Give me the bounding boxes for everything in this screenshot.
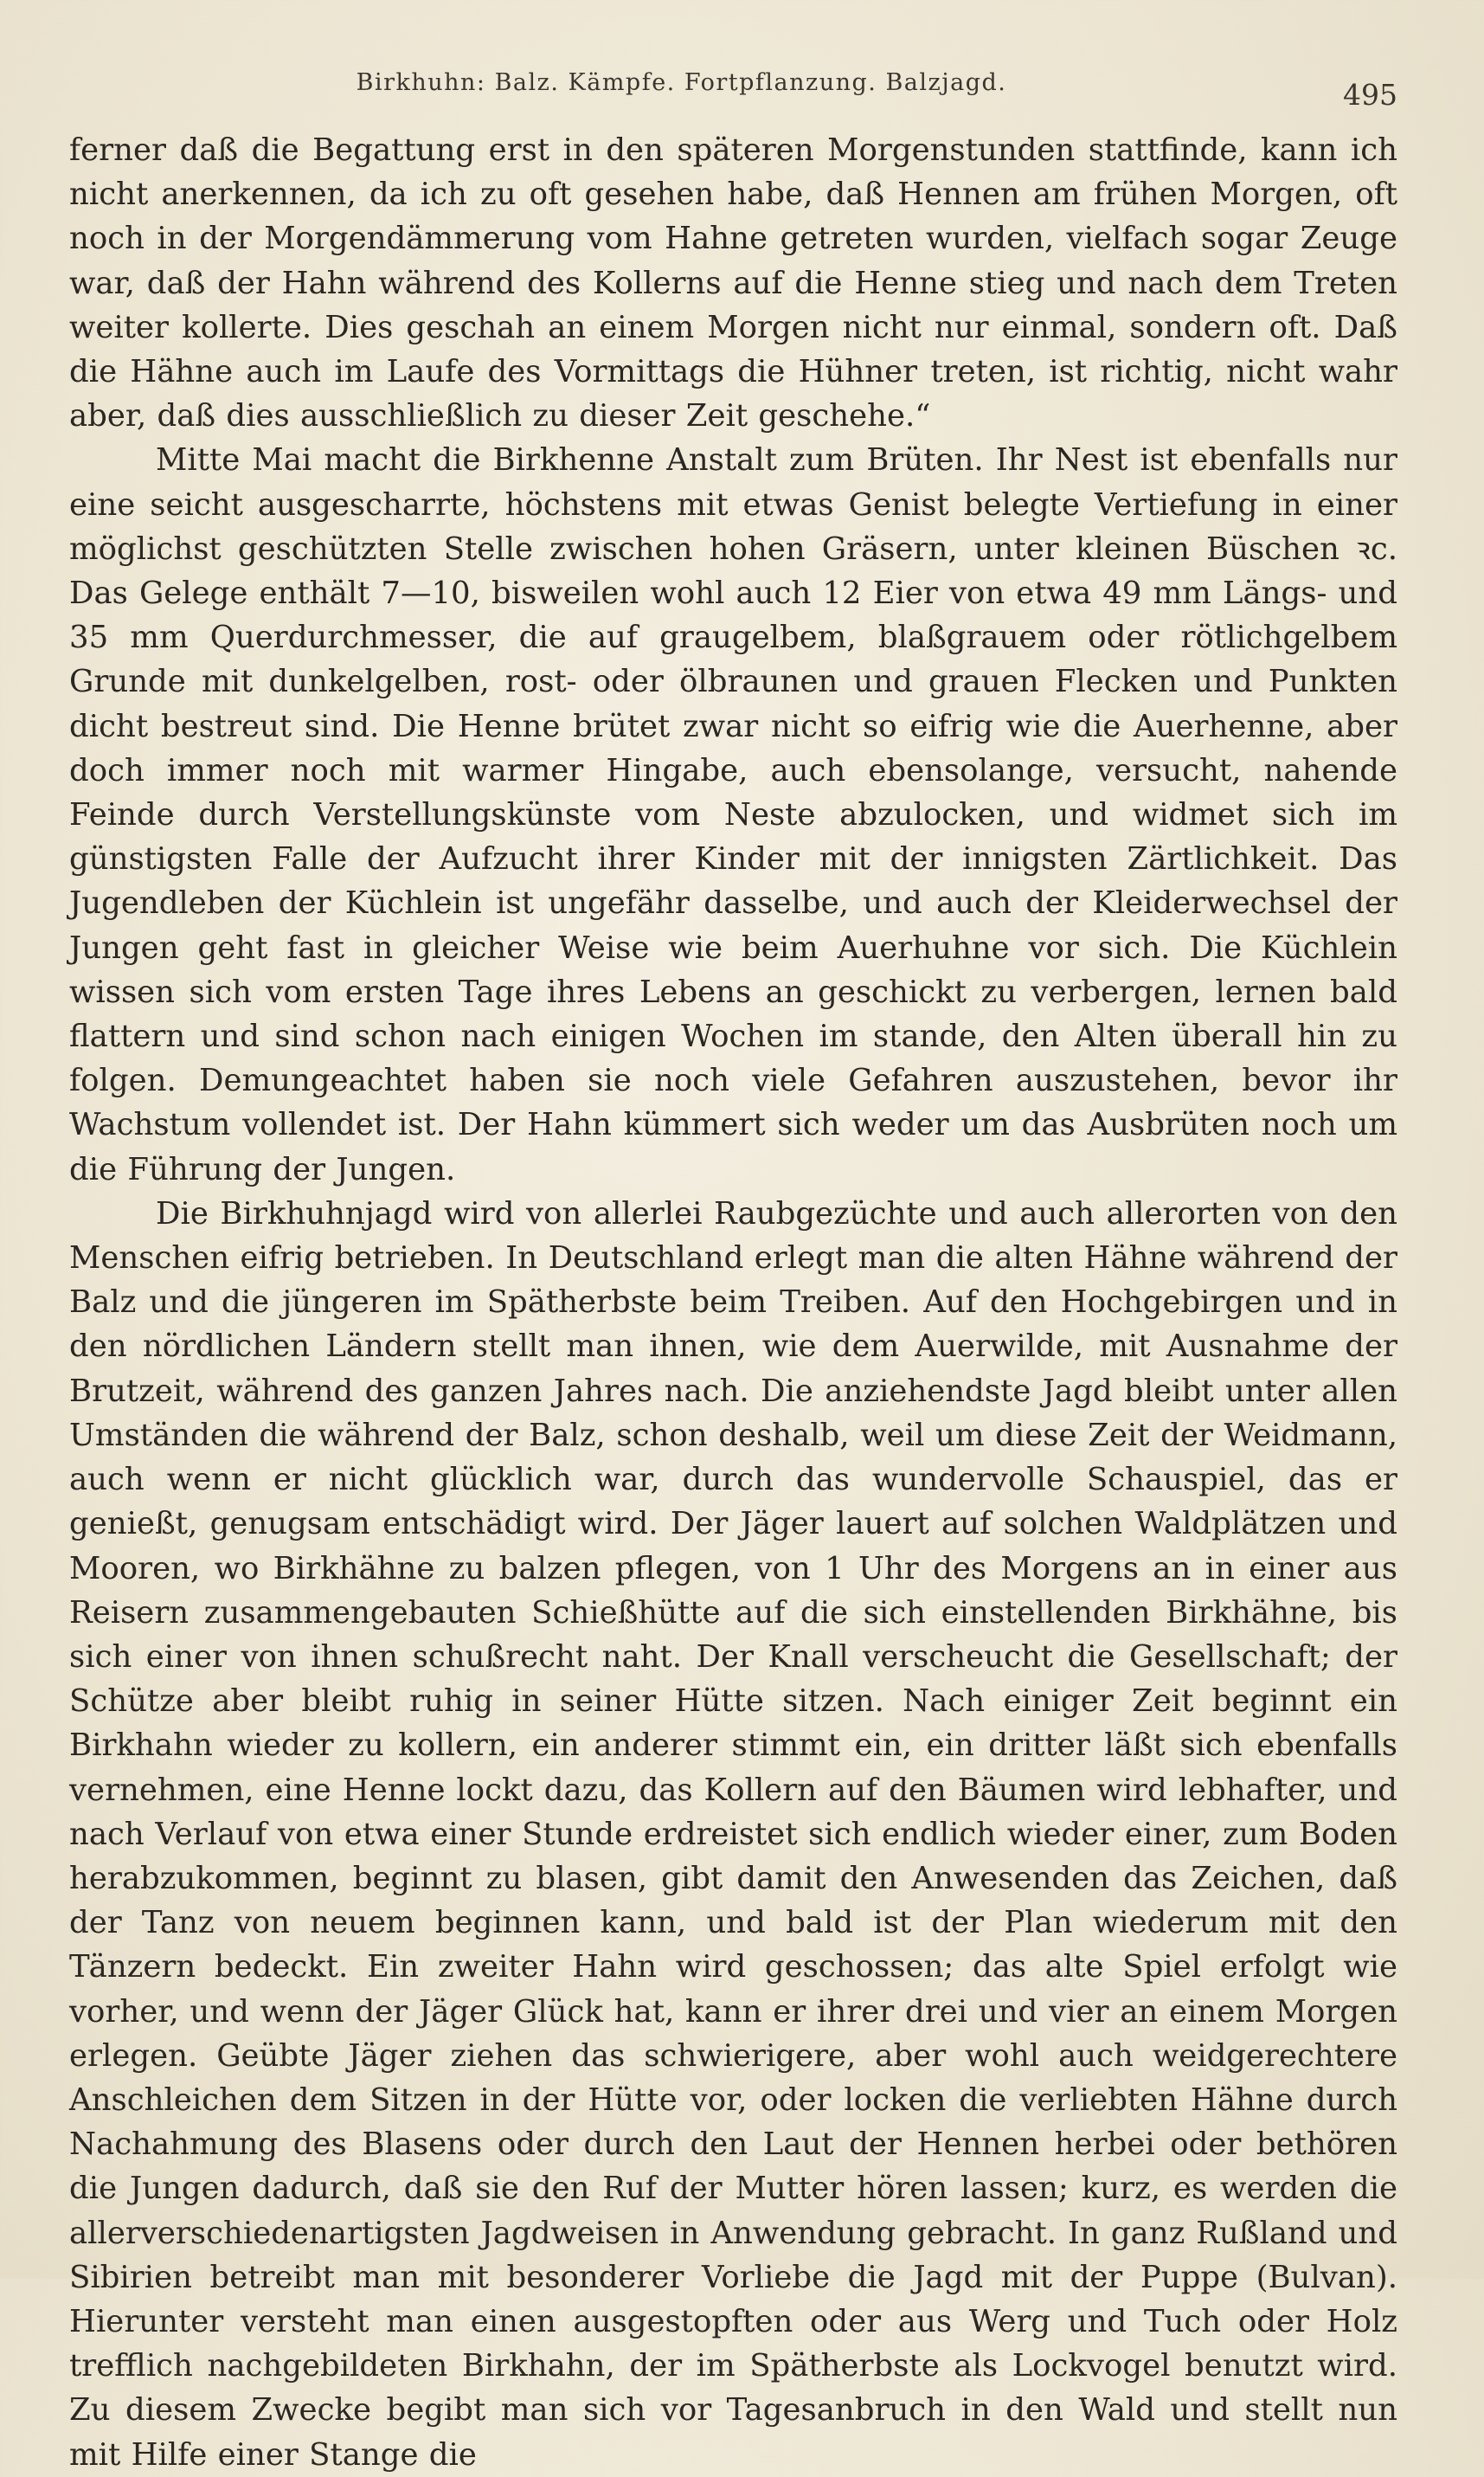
page-number: 495 [1343,78,1397,112]
book-page [69,54,1397,2473]
paragraph-breeding: Mitte Mai macht die Birkhenne Anstalt zum Brüten. Ihr Nest ist ebenfalls nur eine seicht ausgescharrte, höchstens mit etwas Genist belegte Vertiefung in einer möglichst geschützten Stelle zwischen hohen Gräsern, unter kleinen Büschen ꝛc. Das Gelege enthält 7—10, bisweilen wohl auch 12 Eier von etwa 49 mm Längs- und 35 mm Querdurchmesser, die auf graugelbem, blaßgrauem oder rötlichgelbem Grunde mit dunkelgelben, rost- oder ölbraunen und grauen Flecken und Punkten dicht bestreut sind. Die Henne brütet zwar nicht so eifrig wie die Auerhenne, aber doch immer noch mit warmer Hingabe, auch ebensolange, versucht, nahende Feinde durch Verstellungskünste vom Neste abzulocken, und widmet sich im günstigsten Falle der Aufzucht ihrer Kinder mit der innigsten Zärtlichkeit. Das Jugendleben der Küchlein ist ungefähr dasselbe, und auch der Kleiderwechsel der Jungen geht fast in gleicher Weise wie beim Auerhuhne vor sich. Die Küchlein wissen sich vom ersten Tage ihres Lebens an geschickt zu verbergen, lernen bald flattern und sind schon nach einigen Wochen im stande, den Alten überall hin zu folgen. Demungeachtet haben sie noch viele Gefahren auszustehen, bevor ihr Wachstum vollendet ist. Der Hahn kümmert sich weder um das Ausbrüten noch um die Führung der Jungen. [69,442,1397,1187]
paragraph-continuation: ferner daß die Begattung erst in den späteren Morgenstunden stattfinde, kann ich nicht anerkennen, da ich zu oft gesehen habe, daß Hennen am frühen Morgen, oft noch in der Morgendämmerung vom Hahne getreten wurden, vielfach sogar Zeuge war, daß der Hahn während des Kollerns auf die Henne stieg und nach dem Treten weiter kollerte. Dies geschah an einem Morgen nicht nur einmal, sondern oft. Daß die Hähne auch im Laufe des Vormittags die Hühner treten, ist richtig, nicht wahr aber, daß dies ausschließlich zu dieser Zeit geschehe.“ [69,132,1397,434]
paragraph-hunting: Die Birkhuhnjagd wird von allerlei Raubgezüchte und auch allerorten von den Menschen eifrig betrieben. In Deutschland erlegt man die alten Hähne während der Balz und die jüngeren im Spätherbste beim Treiben. Auf den Hochgebirgen und in den nördlichen Ländern stellt man ihnen, wie dem Auerwilde, mit Ausnahme der Brutzeit, während des ganzen Jahres nach. Die anziehendste Jagd bleibt unter allen Umständen die während der Balz, schon deshalb, weil um diese Zeit der Weidmann, auch wenn er nicht glücklich war, durch das wundervolle Schauspiel, das er genießt, genugsam entschädigt wird. Der Jäger lauert auf solchen Waldplätzen und Mooren, wo Birkhähne zu balzen pflegen, von 1 Uhr des Morgens an in einer aus Reisern zusammengebauten Schießhütte auf die sich einstellenden Birkhähne, bis sich einer von ihnen schußrecht naht. Der Knall verscheucht die Gesellschaft; der Schütze aber bleibt ruhig in seiner Hütte sitzen. Nach einiger Zeit beginnt ein Birkhahn wieder zu kollern, ein anderer stimmt ein, ein dritter läßt sich ebenfalls vernehmen, eine Henne lockt dazu, das Kollern auf den Bäumen wird lebhafter, und nach Verlauf von etwa einer Stunde erdreistet sich endlich wieder einer, zum Boden herabzukommen, beginnt zu blasen, gibt damit den Anwesenden das Zeichen, daß der Tanz von neuem beginnen kann, und bald ist der Plan wiederum mit den Tänzern bedeckt. Ein zweiter Hahn wird geschossen; das alte Spiel erfolgt wie vorher, und wenn der Jäger Glück hat, kann er ihrer drei und vier an einem Morgen erlegen. Geübte Jäger ziehen das schwierigere, aber wohl auch weidgerechtere Anschleichen dem Sitzen in der Hütte vor, oder locken die verliebten Hähne durch Nachahmung des Blasens oder durch den Laut der Hennen herbei oder bethören die Jungen dadurch, daß sie den Ruf der Mutter hören lassen; kurz, es werden die allerverschiedenartigsten Jagdweisen in Anwendung gebracht. In ganz Rußland und Sibirien betreibt man mit besonderer Vorliebe die Jagd mit der Puppe (Bulvan). Hierunter versteht man einen ausgestopften oder aus Werg und Tuch oder Holz trefflich nachgebildeten Birkhahn, der im Spätherbste als Lockvogel benutzt wird. Zu diesem Zwecke begibt man sich vor Tagesanbruch in den Wald und stellt nun mit Hilfe einer Stange die [69,1195,1397,2473]
running-title: Birkhuhn: Balz. Kämpfe. Fortpflanzung. Balzjagd. [356,69,1007,96]
running-head [69,54,1397,123]
body-text [69,128,1397,2477]
